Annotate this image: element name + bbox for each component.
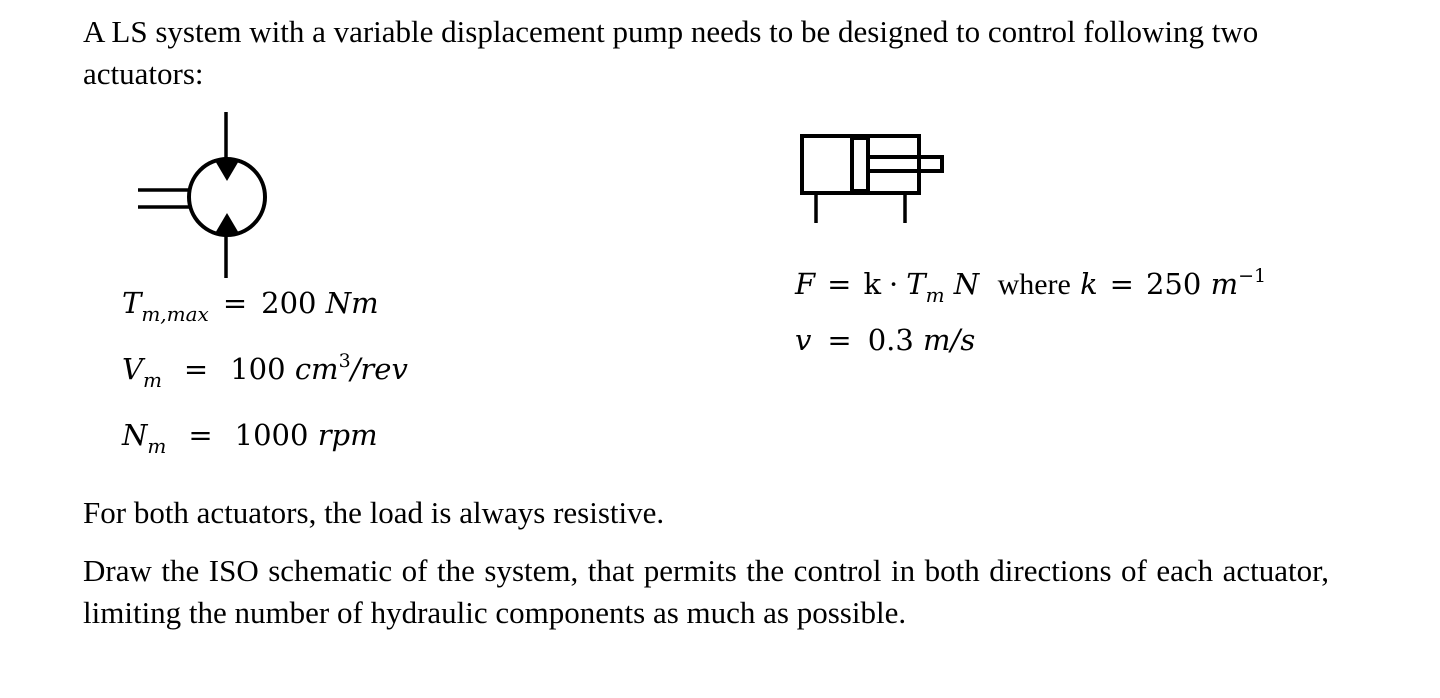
speed-unit: rpm [317,418,378,452]
where-word: where [997,268,1071,301]
displacement-unit-exponent: 3 [338,350,351,372]
motor-torque-equation [122,286,379,326]
cylinder-velocity-equation [795,323,975,357]
force-symbol: F [795,267,816,301]
motor-displacement-equation [122,350,408,392]
force-torque-symbol: T [906,267,926,301]
displacement-subscript: m [142,368,162,392]
equals-sign: = [827,323,852,357]
displacement-value: 100 [230,352,286,386]
displacement-symbol: V [122,352,143,386]
task-paragraph: Draw the ISO schematic of the system, that permits the control in both directions of each actuator, limiting the number of hydraulic components as much as possible. [83,553,1329,630]
displacement-unit: cm [294,352,339,386]
displacement-unit-suffix: /rev [350,352,408,386]
equals-sign: = [827,267,852,301]
speed-subscript: m [147,434,167,458]
k-equals-sign: = [1109,267,1134,301]
velocity-unit: m/s [923,323,976,357]
equals-sign: = [188,418,213,452]
load-note-paragraph: For both actuators, the load is always resistive. [83,495,665,530]
equals-sign: = [222,286,248,320]
force-unit: N [953,267,980,301]
hydraulic-motor-icon [130,110,275,285]
velocity-symbol: v [795,323,812,357]
torque-symbol: T [122,286,142,320]
motor-speed-equation [122,418,378,458]
force-torque-subscript: m [925,283,945,307]
speed-value: 1000 [234,418,309,452]
velocity-value: 0.3 [867,323,914,357]
cylinder-force-equation [795,265,1266,307]
k-value: 250 [1145,267,1202,301]
intro-paragraph: A LS system with a variable displacement pump needs to be designed to control following two actuators: [83,14,1259,91]
k-exponent: −1 [1238,265,1267,287]
hydraulic-cylinder-icon [795,126,955,228]
speed-symbol: N [122,418,148,452]
torque-unit: Nm [325,286,379,320]
force-coefficient: k [863,267,882,301]
multiply-dot: · [889,267,899,301]
torque-value: 200 [261,286,317,320]
torque-subscript: m,max [141,302,209,326]
k-unit: m [1210,267,1239,301]
k-symbol: k [1080,267,1098,301]
equals-sign: = [183,352,209,386]
